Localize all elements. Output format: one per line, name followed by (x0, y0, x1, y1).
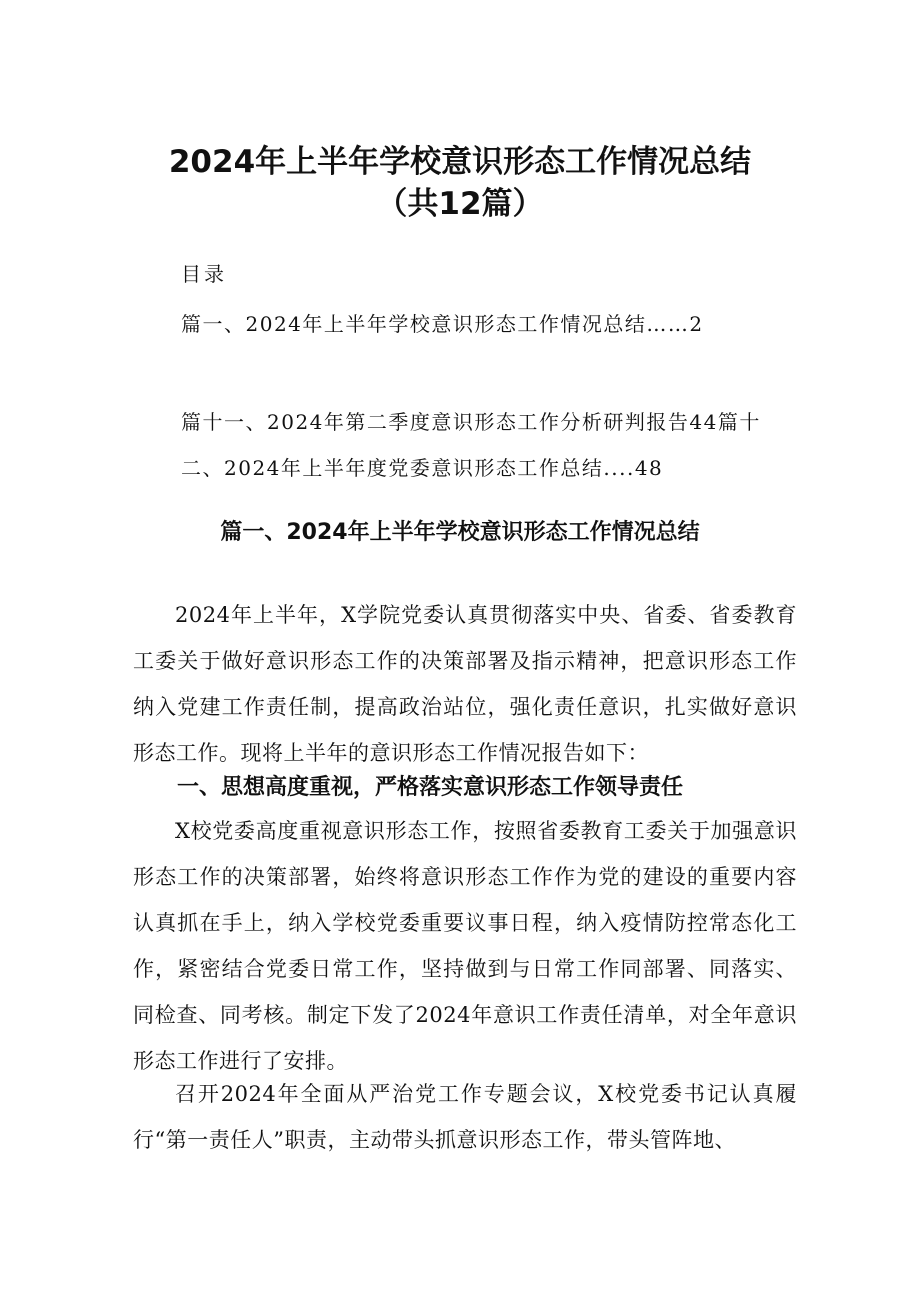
body-paragraph: 召开2024年全面从严治党工作专题会议，X校党委书记认真履行“第一责任人”职责，主动带头抓意识形态工作，带头管阵地、 (133, 1082, 797, 1152)
toc-entry: 篇十一、2024年第二季度意识形态工作分析研判报告44篇十 (181, 410, 761, 434)
toc-label: 目录 (181, 262, 227, 286)
toc-entry: 二、2024年上半年度党委意识形态工作总结....48 (181, 456, 664, 480)
section-heading: 篇一、2024年上半年学校意识形态工作情况总结 (220, 520, 700, 546)
toc-entry: 篇一、2024年上半年学校意识形态工作情况总结……2 (181, 312, 704, 336)
document-title-line-1: 2024年上半年学校意识形态工作情况总结 (168, 144, 752, 180)
body-paragraph: 2024年上半年，X学院党委认真贯彻落实中央、省委、省委教育工委关于做好意识形态工作的决策部署及指示精神，把意识形态工作纳入党建工作责任制，提高政治站位，强化责任意识，扎实做好意识形态工作。现将上半年的意识形态工作情况报告如下： (133, 603, 797, 765)
body-paragraph: X校党委高度重视意识形态工作，按照省委教育工委关于加强意识形态工作的决策部署，始终将意识形态工作作为党的建设的重要内容认真抓在手上，纳入学校党委重要议事日程，纳入疫情防控常态化工作，紧密结合党委日常工作，坚持做到与日常工作同部署、同落实、同检查、同考核。制定下发了2024年意识工作责任清单，对全年意识形态工作进行了安排。 (133, 819, 797, 1073)
document-title-line-2: （共12篇） (376, 186, 544, 222)
sub-heading: 一、思想高度重视，严格落实意识形态工作领导责任 (177, 775, 684, 800)
